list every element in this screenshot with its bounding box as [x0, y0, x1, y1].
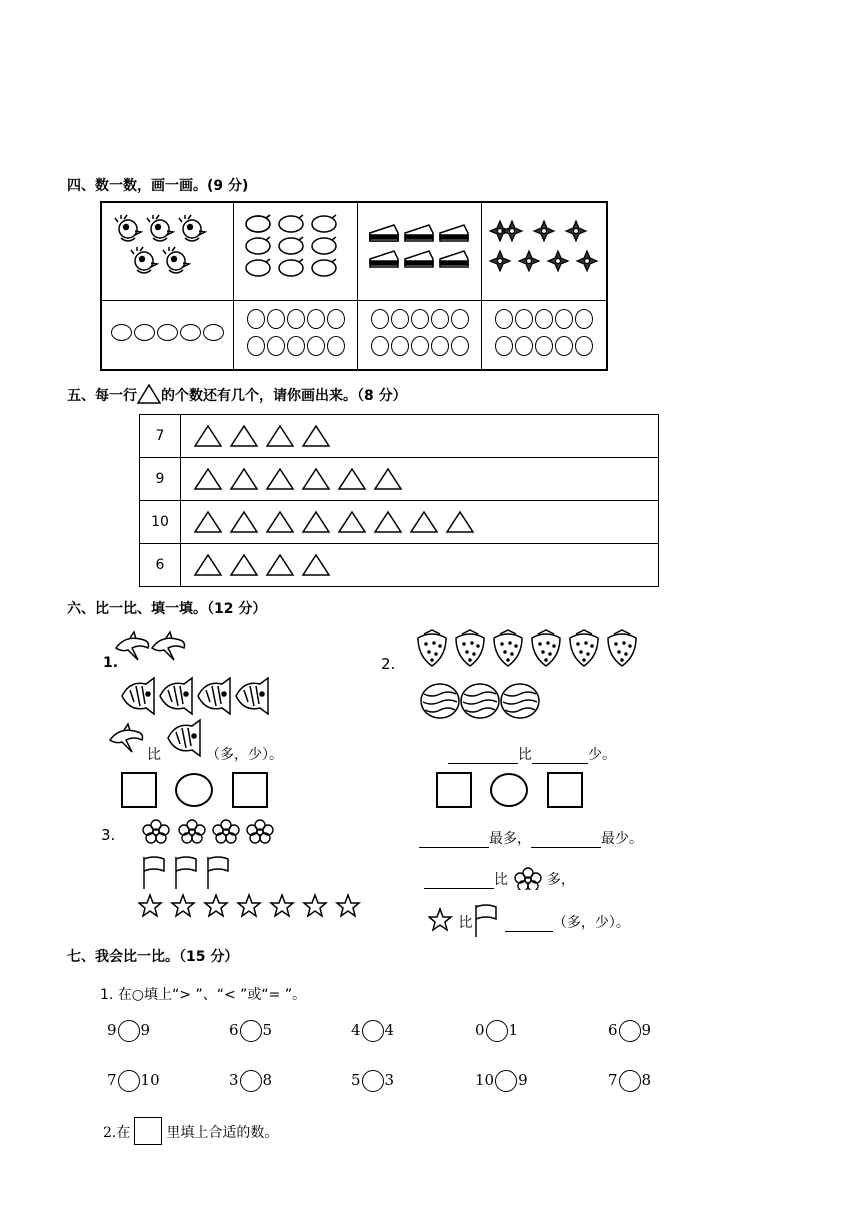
compare-circle[interactable]: [495, 1070, 517, 1092]
right-number: 8: [262, 1071, 273, 1089]
watermelon-icons: [420, 682, 542, 722]
triangle-icon: [409, 510, 439, 534]
mango-icons: [244, 214, 348, 284]
compare-item: [608, 1020, 651, 1042]
q2-line: 比 少。: [448, 744, 616, 764]
answer-cell-chicks[interactable]: [101, 300, 234, 370]
compare-circle[interactable]: [619, 1020, 641, 1042]
answer-blank[interactable]: [505, 915, 553, 932]
flag-icon: [472, 903, 500, 937]
triangle-row: [140, 501, 659, 544]
star-icons: [138, 893, 368, 921]
compare-circle[interactable]: [362, 1070, 384, 1092]
section4-heading: 四、数一数，画一画。(9 分): [67, 178, 249, 194]
triangle-icon: [229, 553, 259, 577]
count-draw-table: [100, 201, 608, 371]
triangle-icon: [301, 553, 331, 577]
triangle-icon: [337, 510, 367, 534]
section6-heading: 六、比一比、填一填。（12 分）: [67, 601, 267, 617]
chick-cell: [101, 202, 234, 300]
q1-compare: 比: [147, 747, 161, 763]
triangle-table: [139, 414, 659, 587]
right-number: 1: [508, 1021, 519, 1039]
flower-outline-icons: [140, 818, 276, 844]
triangle-row: [140, 415, 659, 458]
mango-cell: [234, 202, 358, 300]
flower-cell: [482, 202, 607, 300]
triangle-icon: [265, 424, 295, 448]
triangle-icon: [193, 467, 223, 491]
triangle-icon: [137, 384, 161, 404]
right-number: 10: [140, 1071, 160, 1089]
triangle-icon: [337, 467, 367, 491]
left-number: 3: [229, 1071, 239, 1089]
triangle-icon: [229, 510, 259, 534]
triangle-row: [140, 458, 659, 501]
answer-cell-mangos[interactable]: [234, 300, 358, 370]
triangle-icon: [265, 510, 295, 534]
compare-item: [107, 1020, 150, 1042]
triangle-icon: [373, 467, 403, 491]
left-number: 10: [475, 1071, 495, 1089]
triangle-icon: [301, 424, 331, 448]
compare-circle[interactable]: [619, 1070, 641, 1092]
left-number: 0: [475, 1021, 485, 1039]
triangle-cell[interactable]: [181, 501, 659, 544]
compare-item: [229, 1020, 272, 1042]
q1-instruction: 1. 在○填上“> ”、“< ”或“= ”。: [100, 987, 307, 1003]
triangle-icon: [193, 510, 223, 534]
compare-circle[interactable]: [240, 1070, 262, 1092]
triangle-icon: [301, 510, 331, 534]
answer-box[interactable]: [232, 772, 268, 808]
q2-label: 2.: [381, 655, 396, 673]
compare-item: [475, 1070, 528, 1092]
star-icon: [428, 907, 454, 933]
triangle-cell[interactable]: [181, 544, 659, 587]
compare-item: [351, 1070, 394, 1092]
dolphin-icons: [114, 630, 194, 670]
q2-instruction: 2.在 里填上合适的数。: [103, 1117, 278, 1145]
strawberry-icons: [414, 628, 644, 670]
q3-line2: 比 多，: [424, 866, 575, 890]
triangle-icon: [445, 510, 475, 534]
left-number: 6: [229, 1021, 239, 1039]
triangle-icon: [301, 467, 331, 491]
triangle-icon: [229, 424, 259, 448]
right-number: 5: [262, 1021, 273, 1039]
answer-circle[interactable]: [490, 773, 528, 807]
answer-blank[interactable]: [419, 831, 489, 848]
compare-circle[interactable]: [118, 1070, 140, 1092]
triangle-cell[interactable]: [181, 458, 659, 501]
flower-icons: [488, 219, 600, 279]
cake-slice-icons: [368, 221, 472, 277]
answer-blank[interactable]: [532, 747, 588, 764]
row-number: 9: [140, 458, 181, 501]
right-number: 9: [140, 1021, 151, 1039]
row-number: 7: [140, 415, 181, 458]
answer-circle[interactable]: [175, 773, 213, 807]
triangle-row: [140, 544, 659, 587]
right-number: 4: [384, 1021, 395, 1039]
compare-circle[interactable]: [362, 1020, 384, 1042]
right-number: 9: [518, 1071, 528, 1089]
right-number: 8: [641, 1071, 652, 1089]
flag-icons: [140, 855, 240, 891]
section5-heading: 五、每一行 的个数还有几个，请你画出来。（8 分）: [67, 384, 407, 405]
compare-circle[interactable]: [118, 1020, 140, 1042]
left-number: 6: [608, 1021, 618, 1039]
q3-label: 3.: [101, 826, 116, 844]
answer-box[interactable]: [121, 772, 157, 808]
compare-item: [475, 1020, 518, 1042]
q1-label: 1.: [103, 655, 119, 671]
answer-box[interactable]: [547, 772, 583, 808]
flower-outline-icon: [512, 866, 542, 890]
compare-item: [229, 1070, 272, 1092]
triangle-icon: [373, 510, 403, 534]
compare-circle[interactable]: [486, 1020, 508, 1042]
left-number: 7: [608, 1071, 618, 1089]
triangle-icon: [265, 467, 295, 491]
section7-heading: 七、我会比一比。（15 分）: [67, 949, 239, 965]
answer-box[interactable]: [134, 1117, 162, 1145]
triangle-cell[interactable]: [181, 415, 659, 458]
compare-item: [107, 1070, 160, 1092]
compare-item: [608, 1070, 651, 1092]
triangle-icon: [265, 553, 295, 577]
compare-item: [351, 1020, 394, 1042]
compare-circle[interactable]: [240, 1020, 262, 1042]
left-number: 4: [351, 1021, 361, 1039]
q1-options: （多，少）。: [206, 747, 283, 763]
left-number: 5: [351, 1071, 361, 1089]
triangle-icon: [193, 553, 223, 577]
q3-line3: 比 （多，少）。: [428, 903, 630, 937]
triangle-icon: [229, 467, 259, 491]
answer-cell-flowers[interactable]: [482, 300, 607, 370]
answer-cell-cakes[interactable]: [358, 300, 482, 370]
fish-icons: [120, 676, 272, 718]
cake-cell: [358, 202, 482, 300]
answer-blank[interactable]: [531, 831, 601, 848]
row-number: 6: [140, 544, 181, 587]
right-number: 3: [384, 1071, 395, 1089]
answer-blank[interactable]: [424, 872, 494, 889]
q3-line1: 最多， 最少。: [419, 828, 643, 848]
answer-blank[interactable]: [448, 747, 518, 764]
answer-box[interactable]: [436, 772, 472, 808]
chick-icons: [113, 214, 223, 284]
left-number: 7: [107, 1071, 117, 1089]
triangle-icon: [193, 424, 223, 448]
right-number: 9: [641, 1021, 652, 1039]
left-number: 9: [107, 1021, 117, 1039]
row-number: 10: [140, 501, 181, 544]
